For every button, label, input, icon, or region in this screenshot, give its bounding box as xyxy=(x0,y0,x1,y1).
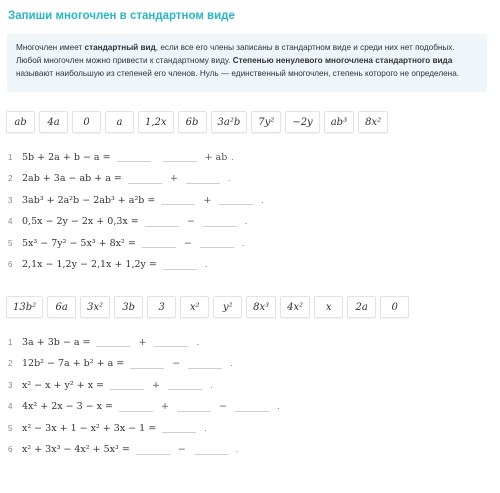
period-mark: . xyxy=(235,444,239,455)
exercise-expression: 4x² + 2x − 3 − x = xyxy=(22,401,113,412)
exercise-number: 3 xyxy=(8,195,13,205)
exercise-row xyxy=(8,421,207,435)
term-tile[interactable]: 3b xyxy=(114,296,143,318)
answer-slot[interactable] xyxy=(186,174,220,184)
page-title: Запиши многочлен в стандартном виде xyxy=(8,10,235,22)
operator-text: − xyxy=(186,216,195,227)
term-tile[interactable]: 8x² xyxy=(358,111,388,133)
term-tile[interactable]: 1,2x xyxy=(138,111,174,133)
operator-text: + xyxy=(161,401,169,412)
info-bold-term: Степенью ненулевого многочлена стандартного вида xyxy=(232,56,453,65)
term-tiles-1 xyxy=(6,111,388,133)
info-text: Многочлен имеет xyxy=(16,43,85,52)
period-mark: . xyxy=(204,422,207,434)
answer-slot[interactable] xyxy=(168,380,202,390)
exercise-number: 3 xyxy=(8,380,13,390)
answer-slot[interactable] xyxy=(154,337,188,347)
term-tile[interactable]: −2y xyxy=(285,111,319,133)
exercise-number: 2 xyxy=(8,174,13,183)
answer-slot[interactable] xyxy=(161,195,195,205)
answer-slot[interactable] xyxy=(163,260,197,270)
answer-slot[interactable] xyxy=(219,195,253,205)
exercise-row xyxy=(8,258,208,272)
period-mark: . xyxy=(276,401,280,412)
term-tile[interactable]: 4x² xyxy=(280,296,310,318)
period-mark: . xyxy=(227,173,231,184)
term-tiles-2 xyxy=(6,296,409,318)
exercise-expression: 5x³ − 7y² − 5x³ + 8x² = xyxy=(22,237,136,249)
term-tile[interactable]: 6a xyxy=(47,296,76,318)
operator-text: + xyxy=(203,194,212,206)
exercise-number: 5 xyxy=(8,423,13,433)
exercise-expression: 0,5x − 2y − 2x + 0,3x = xyxy=(22,216,139,227)
term-tile[interactable]: 3 xyxy=(147,296,176,318)
period-mark: . xyxy=(196,336,200,348)
exercise-row xyxy=(8,378,213,392)
term-tile[interactable]: 4a xyxy=(39,111,68,133)
answer-slot[interactable] xyxy=(163,152,197,162)
term-tile[interactable]: 0 xyxy=(380,296,409,318)
exercise-expression: x² + 3x³ − 4x² + 5x³ = xyxy=(22,444,130,455)
operator-text: − xyxy=(172,358,181,369)
answer-slot[interactable] xyxy=(110,380,144,390)
exercise-row xyxy=(8,172,231,186)
operator-text: + xyxy=(138,336,147,348)
exercise-number: 4 xyxy=(8,217,13,226)
operator-text: + xyxy=(152,379,161,391)
exercise-expression: 3ab³ + 2a²b − 2ab³ + a²b = xyxy=(22,194,156,206)
term-tile[interactable]: 0 xyxy=(72,111,101,133)
term-tile[interactable]: 7y² xyxy=(251,111,281,133)
term-tile[interactable]: ab xyxy=(6,111,35,133)
info-box xyxy=(7,34,487,92)
answer-slot[interactable] xyxy=(188,359,222,369)
exercise-row xyxy=(8,193,264,207)
operator-text: + xyxy=(169,173,178,184)
answer-slot[interactable] xyxy=(142,238,176,248)
exercise-expression: 2ab + 3a − ab + a = xyxy=(22,173,122,184)
term-tile[interactable]: 8x³ xyxy=(246,296,276,318)
exercise-expression: x² − 3x + 1 − x² + 3x − 1 = xyxy=(22,422,157,434)
term-tile[interactable]: 6b xyxy=(178,111,207,133)
answer-slot[interactable] xyxy=(117,152,151,162)
answer-slot[interactable] xyxy=(136,445,170,455)
exercise-row xyxy=(8,443,238,457)
term-tile[interactable]: 2a xyxy=(347,296,376,318)
answer-slot[interactable] xyxy=(177,402,211,412)
exercise-number: 6 xyxy=(8,260,13,269)
exercise-number: 2 xyxy=(8,359,13,368)
period-mark: . xyxy=(210,379,213,391)
exercise-expression: x² − x + y² + x = xyxy=(22,379,105,391)
period-mark: . xyxy=(204,259,208,270)
answer-slot[interactable] xyxy=(130,359,164,369)
exercise-expression: 2,1x − 1,2y − 2,1x + 1,2y = xyxy=(22,259,157,270)
exercise-expression: 5b + 2a + b − a = xyxy=(22,151,111,163)
info-text: Любой многочлен можно привести к стандартному виду. xyxy=(16,56,233,65)
period-mark: . xyxy=(241,237,245,249)
answer-slot[interactable] xyxy=(200,238,234,248)
exercise-number: 4 xyxy=(8,402,13,411)
exercise-number: 5 xyxy=(8,238,13,248)
answer-slot[interactable] xyxy=(235,402,269,412)
exercise-number: 1 xyxy=(8,152,13,162)
term-tile[interactable]: a xyxy=(105,111,134,133)
info-bold-term: стандартный вид xyxy=(84,43,156,52)
operator-text: − xyxy=(177,444,186,455)
term-tile[interactable]: 3x² xyxy=(80,296,110,318)
answer-slot[interactable] xyxy=(203,217,237,227)
exercise-number: 1 xyxy=(8,337,13,347)
operator-text: − xyxy=(183,237,192,249)
exercise-expression: 3a + 3b − a = xyxy=(22,336,91,348)
term-tile[interactable]: ab³ xyxy=(324,111,354,133)
exercise-row xyxy=(8,215,247,229)
exercise-number: 6 xyxy=(8,445,13,454)
answer-slot[interactable] xyxy=(128,174,162,184)
answer-slot[interactable] xyxy=(119,402,153,412)
exercise-row xyxy=(8,400,280,414)
exercise-row xyxy=(8,335,199,349)
period-mark: . xyxy=(244,216,248,227)
period-mark: . xyxy=(231,151,234,163)
exercise-expression: 12b² − 7a + b² + a = xyxy=(22,358,125,369)
period-mark: . xyxy=(261,194,264,206)
answer-slot[interactable] xyxy=(194,445,228,455)
info-text: , если все его члены записаны в стандартном виде и среди них нет подобных. xyxy=(155,43,455,52)
info-text: называют наибольшую из степеней его членов. Нуль — единственный многочлен, степень которого не определена. xyxy=(16,69,460,78)
operator-text: − xyxy=(218,401,227,412)
exercise-row xyxy=(8,236,244,250)
term-tile[interactable]: 3a²b xyxy=(211,111,248,133)
term-tile[interactable]: 13b² xyxy=(6,296,43,318)
period-mark: . xyxy=(230,358,233,369)
term-tile[interactable]: x² xyxy=(180,296,209,318)
answer-slot[interactable] xyxy=(96,337,130,347)
term-tile[interactable]: y² xyxy=(213,296,242,318)
answer-slot[interactable] xyxy=(162,423,196,433)
answer-slot[interactable] xyxy=(145,217,179,227)
exercise-row xyxy=(8,357,233,371)
operator-text: + ab xyxy=(204,151,228,163)
term-tile[interactable]: x xyxy=(314,296,343,318)
exercise-row xyxy=(8,150,234,164)
